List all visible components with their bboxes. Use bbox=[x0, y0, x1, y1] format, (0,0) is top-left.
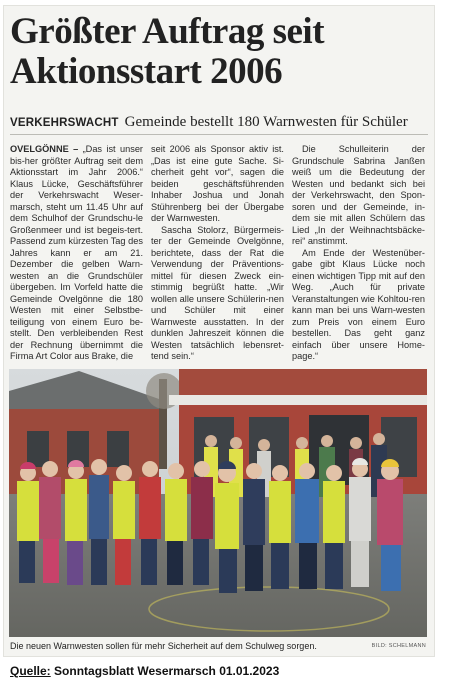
dateline: OVELGÖNNE – bbox=[10, 144, 79, 154]
caption-text: Die neuen Warnwesten sollen für mehr Sicherheit auf dem Schulweg sorgen. bbox=[10, 641, 317, 651]
article-subline bbox=[10, 113, 430, 131]
source-line bbox=[10, 664, 279, 678]
headline-line-2: Aktionsstart 2006 bbox=[10, 51, 283, 92]
source-label: Quelle: bbox=[10, 664, 51, 678]
column-paragraph: seit 2006 als Sponsor aktiv ist. „Das ist eine gute Sache. Si-cherheit geht vor“, sagen die beiden geschäftsführenden Inhaber Joshua und Jonah Stührenberg bei der Übergabe der Warnwesten. bbox=[151, 144, 284, 223]
photo-caption bbox=[10, 640, 428, 654]
column-paragraph: Die Schulleiterin der Grundschule Sabrina Janßen weiß um die Bedeutung der Westen und bedankt sich bei der Verkehrswacht, den Spon-soren und der Gemeinde, in-dem sie mit allen Schülern das Lied „In der Weihnachtsbäcke-rei“ anstimmt. bbox=[292, 144, 425, 246]
subhead: Gemeinde bestellt 180 Warnwesten für Schüler bbox=[124, 114, 408, 130]
paragraph-text: „Das ist unser bis-her größter Auftrag seit dem Aktionsstart im Jahr 2006.“ Klaus Lücke, Geschäftsführer der Verkehrswacht Weser-marsch, steht um 11.45 Uhr auf dem Schulhof der Grundschu-le Großenmeer und ist begeis-tert. Passend zum kürzesten Tag des Jahres kann er am 21. Dezember die gelben Warn-westen an die Grundschüler übergeben. Im Vorfeld hatte die Gemeinde Ovelgönne die 180 Westen mit einer Selbstbe-teiligung von einem Euro be-stellt. Den verbleibenden Rest der Rechnung übernimmt die Firma Art Color aus Brake, die bbox=[10, 144, 143, 361]
headline-line-1: Größter Auftrag seit bbox=[10, 11, 325, 52]
source-text: Sonntagsblatt Wesermarsch 01.01.2023 bbox=[54, 664, 280, 678]
photo-credit: BILD: SCHELMANN bbox=[371, 643, 426, 649]
column-paragraph: Sascha Stolorz, Bürgermeis-ter der Gemeinde Ovelgönne, berichtete, dass der Rat die Verwendung der Präventions-mittel für diesen Zweck ein-stimmig begrüßt hatte. „Wir wollen alle unsere Schülerin-nen und Schüler mit einer Warnweste ausstatten. In der dunklen Jahreszeit können die Westen tatsächlich lebensret-tend sein.“ bbox=[151, 224, 284, 361]
group-photo-illustration bbox=[9, 369, 427, 637]
article-headline bbox=[10, 12, 430, 92]
column-paragraph bbox=[10, 144, 143, 363]
article-column-1 bbox=[10, 144, 143, 363]
kicker: VERKEHRSWACHT bbox=[10, 117, 119, 129]
divider bbox=[10, 134, 428, 135]
article-column-3 bbox=[292, 144, 425, 363]
article-photo bbox=[9, 369, 427, 637]
article-column-2 bbox=[151, 144, 284, 363]
column-paragraph: Am Ende der Westenüber-gabe gibt Klaus Lücke noch einen wichtigen Tipp mit auf den Weg. „Auch für private Veranstaltungen wie Kohltou-ren kann man bei uns Warn-westen zum Preis von einem Euro bestellen. Das geht ganz einfach über unsere Home-page.“ bbox=[292, 247, 425, 361]
